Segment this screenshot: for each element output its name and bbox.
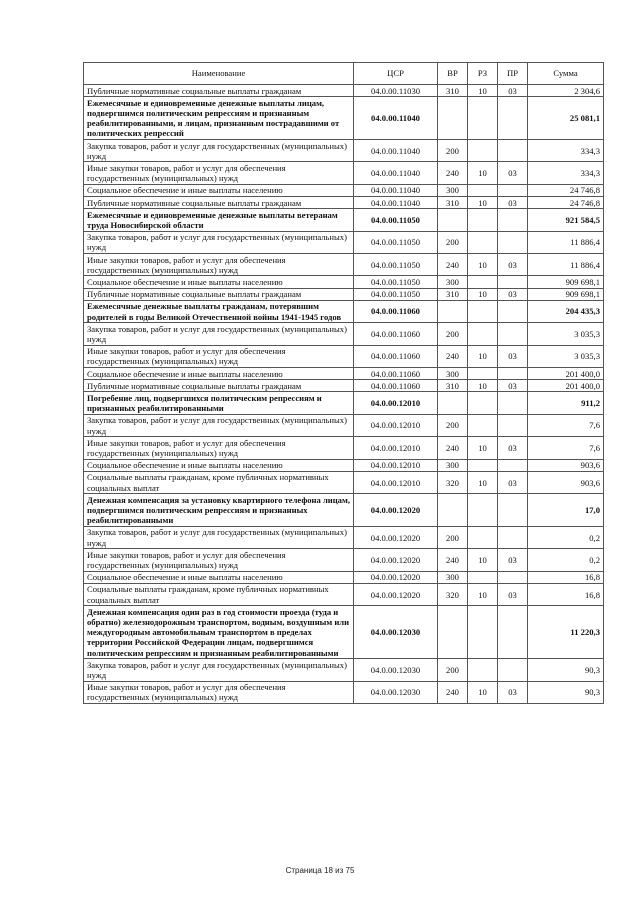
cell-name: Погребение лиц, подвергшихся политическим репрессиям и признанных реабилитированными <box>84 392 354 414</box>
cell-sum: 204 435,3 <box>528 300 604 322</box>
header-sum: Сумма <box>528 63 604 85</box>
cell-sum: 2 304,6 <box>528 85 604 97</box>
cell-vr <box>438 209 468 231</box>
cell-name: Иные закупки товаров, работ и услуг для обеспечения государственных (муниципальных) нужд <box>84 254 354 276</box>
cell-vr: 240 <box>438 437 468 459</box>
cell-pr <box>498 414 528 436</box>
table-row <box>84 231 604 253</box>
cell-csr: 04.0.00.11040 <box>354 184 438 196</box>
cell-sum: 3 035,3 <box>528 323 604 345</box>
cell-pr: 03 <box>498 345 528 367</box>
cell-vr: 200 <box>438 659 468 681</box>
header-pr: ПР <box>498 63 528 85</box>
table-body <box>84 85 604 704</box>
cell-pr <box>498 526 528 548</box>
cell-name: Закупка товаров, работ и услуг для государственных (муниципальных) нужд <box>84 231 354 253</box>
cell-name: Социальные выплаты гражданам, кроме публичных нормативных социальных выплат <box>84 583 354 605</box>
cell-vr: 200 <box>438 414 468 436</box>
table-row <box>84 414 604 436</box>
cell-vr: 300 <box>438 184 468 196</box>
table-row <box>84 437 604 459</box>
cell-rz <box>468 368 498 380</box>
cell-vr: 300 <box>438 459 468 471</box>
cell-vr <box>438 494 468 527</box>
cell-rz: 10 <box>468 471 498 493</box>
cell-vr: 240 <box>438 681 468 703</box>
cell-name: Ежемесячные и единовременные денежные выплаты ветеранам труда Новосибирской области <box>84 209 354 231</box>
cell-csr: 04.0.00.11050 <box>354 288 438 300</box>
cell-rz <box>468 571 498 583</box>
cell-vr: 310 <box>438 197 468 209</box>
table-row <box>84 526 604 548</box>
cell-pr: 03 <box>498 254 528 276</box>
cell-rz: 10 <box>468 345 498 367</box>
table-row <box>84 681 604 703</box>
cell-rz <box>468 323 498 345</box>
cell-vr: 320 <box>438 471 468 493</box>
cell-pr: 03 <box>498 85 528 97</box>
cell-csr: 04.0.00.11060 <box>354 323 438 345</box>
cell-csr: 04.0.00.12010 <box>354 392 438 414</box>
cell-csr: 04.0.00.12030 <box>354 659 438 681</box>
table-row <box>84 583 604 605</box>
cell-pr <box>498 184 528 196</box>
header-name: Наименование <box>84 63 354 85</box>
table-row <box>84 323 604 345</box>
cell-rz: 10 <box>468 583 498 605</box>
cell-pr <box>498 571 528 583</box>
cell-pr <box>498 659 528 681</box>
cell-name: Публичные нормативные социальные выплаты гражданам <box>84 380 354 392</box>
cell-pr: 03 <box>498 681 528 703</box>
cell-csr: 04.0.00.12010 <box>354 471 438 493</box>
cell-name: Закупка товаров, работ и услуг для государственных (муниципальных) нужд <box>84 140 354 162</box>
table-row-section <box>84 494 604 527</box>
cell-pr: 03 <box>498 162 528 184</box>
cell-rz: 10 <box>468 437 498 459</box>
cell-name: Иные закупки товаров, работ и услуг для обеспечения государственных (муниципальных) нужд <box>84 437 354 459</box>
cell-csr: 04.0.00.11050 <box>354 209 438 231</box>
cell-pr <box>498 209 528 231</box>
table-row <box>84 571 604 583</box>
cell-name: Закупка товаров, работ и услуг для государственных (муниципальных) нужд <box>84 659 354 681</box>
cell-sum: 25 081,1 <box>528 97 604 140</box>
cell-name: Социальные выплаты гражданам, кроме публичных нормативных социальных выплат <box>84 471 354 493</box>
header-csr: ЦСР <box>354 63 438 85</box>
cell-vr: 200 <box>438 323 468 345</box>
cell-csr: 04.0.00.12030 <box>354 606 438 659</box>
table-row <box>84 85 604 97</box>
cell-sum: 909 698,1 <box>528 276 604 288</box>
cell-sum: 90,3 <box>528 681 604 703</box>
cell-name: Социальное обеспечение и иные выплаты населению <box>84 276 354 288</box>
cell-sum: 24 746,8 <box>528 184 604 196</box>
table-row-section <box>84 392 604 414</box>
cell-sum: 7,6 <box>528 437 604 459</box>
cell-vr: 310 <box>438 288 468 300</box>
cell-rz <box>468 606 498 659</box>
cell-vr: 200 <box>438 526 468 548</box>
cell-vr: 320 <box>438 583 468 605</box>
cell-csr: 04.0.00.12010 <box>354 414 438 436</box>
cell-name: Социальное обеспечение и иные выплаты населению <box>84 459 354 471</box>
cell-csr: 04.0.00.12010 <box>354 437 438 459</box>
table-row <box>84 368 604 380</box>
cell-pr: 03 <box>498 288 528 300</box>
cell-csr: 04.0.00.11030 <box>354 85 438 97</box>
table-row <box>84 140 604 162</box>
cell-sum: 201 400,0 <box>528 380 604 392</box>
cell-name: Ежемесячные денежные выплаты гражданам, потерявшим родителей в годы Великой Отечественной войны 1941-1945 годов <box>84 300 354 322</box>
cell-name: Ежемесячные и единовременные денежные выплаты лицам, подвергшимся политическим репрессиям и признанным реабилитированными, и лицам, признанным пострадавшими от политических репрессий <box>84 97 354 140</box>
cell-rz: 10 <box>468 380 498 392</box>
cell-sum: 17,0 <box>528 494 604 527</box>
header-vr: ВР <box>438 63 468 85</box>
cell-csr: 04.0.00.11050 <box>354 231 438 253</box>
table-row-section <box>84 209 604 231</box>
cell-name: Закупка товаров, работ и услуг для государственных (муниципальных) нужд <box>84 323 354 345</box>
cell-vr: 300 <box>438 571 468 583</box>
cell-vr: 240 <box>438 254 468 276</box>
cell-name: Денежная компенсация один раз в год стоимости проезда (туда и обратно) железнодорожным транспортом, водным, воздушным или междугородным автомобильным транспортом в пределах территории Российской Федерации лицам, подвергшимся политическим репрессиям и признанным реабилитированными <box>84 606 354 659</box>
cell-sum: 909 698,1 <box>528 288 604 300</box>
cell-sum: 11 886,4 <box>528 254 604 276</box>
cell-vr <box>438 97 468 140</box>
cell-pr <box>498 368 528 380</box>
cell-rz <box>468 526 498 548</box>
cell-sum: 334,3 <box>528 162 604 184</box>
cell-rz <box>468 414 498 436</box>
cell-pr: 03 <box>498 549 528 571</box>
cell-pr <box>498 97 528 140</box>
cell-sum: 11 886,4 <box>528 231 604 253</box>
cell-sum: 911,2 <box>528 392 604 414</box>
cell-name: Иные закупки товаров, работ и услуг для обеспечения государственных (муниципальных) нужд <box>84 162 354 184</box>
cell-name: Социальное обеспечение и иные выплаты населению <box>84 571 354 583</box>
cell-sum: 11 220,3 <box>528 606 604 659</box>
cell-name: Социальное обеспечение и иные выплаты населению <box>84 368 354 380</box>
cell-name: Социальное обеспечение и иные выплаты населению <box>84 184 354 196</box>
cell-rz <box>468 140 498 162</box>
cell-vr: 240 <box>438 345 468 367</box>
cell-pr: 03 <box>498 471 528 493</box>
cell-pr: 03 <box>498 583 528 605</box>
cell-rz: 10 <box>468 254 498 276</box>
table-row <box>84 471 604 493</box>
table-row <box>84 380 604 392</box>
cell-sum: 90,3 <box>528 659 604 681</box>
cell-csr: 04.0.00.11040 <box>354 97 438 140</box>
cell-pr: 03 <box>498 437 528 459</box>
cell-vr: 310 <box>438 380 468 392</box>
cell-rz <box>468 659 498 681</box>
cell-csr: 04.0.00.11040 <box>354 197 438 209</box>
table-row-section <box>84 300 604 322</box>
cell-csr: 04.0.00.11060 <box>354 368 438 380</box>
document-page <box>83 62 603 704</box>
cell-csr: 04.0.00.12020 <box>354 526 438 548</box>
cell-rz <box>468 231 498 253</box>
cell-name: Денежная компенсация за установку квартирного телефона лицам, подвергшимся политическим репрессиям и признанных реабилитированными <box>84 494 354 527</box>
cell-rz <box>468 459 498 471</box>
cell-vr: 300 <box>438 276 468 288</box>
table-row <box>84 276 604 288</box>
cell-vr: 200 <box>438 140 468 162</box>
table-row <box>84 659 604 681</box>
table-header-row <box>84 63 604 85</box>
cell-rz: 10 <box>468 681 498 703</box>
cell-vr <box>438 606 468 659</box>
cell-csr: 04.0.00.12030 <box>354 681 438 703</box>
budget-table <box>83 62 604 704</box>
cell-pr <box>498 392 528 414</box>
cell-csr: 04.0.00.11050 <box>354 276 438 288</box>
cell-sum: 16,8 <box>528 571 604 583</box>
table-row <box>84 254 604 276</box>
cell-vr: 240 <box>438 162 468 184</box>
cell-vr: 240 <box>438 549 468 571</box>
cell-rz: 10 <box>468 162 498 184</box>
cell-rz: 10 <box>468 85 498 97</box>
cell-vr <box>438 300 468 322</box>
cell-sum: 16,8 <box>528 583 604 605</box>
cell-name: Иные закупки товаров, работ и услуг для обеспечения государственных (муниципальных) нужд <box>84 345 354 367</box>
cell-name: Закупка товаров, работ и услуг для государственных (муниципальных) нужд <box>84 526 354 548</box>
cell-sum: 334,3 <box>528 140 604 162</box>
cell-rz: 10 <box>468 549 498 571</box>
cell-csr: 04.0.00.11060 <box>354 380 438 392</box>
cell-pr <box>498 231 528 253</box>
cell-sum: 921 584,5 <box>528 209 604 231</box>
table-row <box>84 184 604 196</box>
cell-sum: 903,6 <box>528 471 604 493</box>
cell-rz: 10 <box>468 197 498 209</box>
cell-sum: 903,6 <box>528 459 604 471</box>
cell-vr <box>438 392 468 414</box>
cell-name: Иные закупки товаров, работ и услуг для обеспечения государственных (муниципальных) нужд <box>84 549 354 571</box>
cell-rz <box>468 97 498 140</box>
cell-vr: 310 <box>438 85 468 97</box>
cell-name: Иные закупки товаров, работ и услуг для обеспечения государственных (муниципальных) нужд <box>84 681 354 703</box>
cell-rz <box>468 276 498 288</box>
cell-rz <box>468 184 498 196</box>
cell-csr: 04.0.00.12010 <box>354 459 438 471</box>
cell-pr <box>498 140 528 162</box>
table-row <box>84 459 604 471</box>
cell-csr: 04.0.00.11060 <box>354 345 438 367</box>
cell-csr: 04.0.00.11040 <box>354 162 438 184</box>
cell-sum: 24 746,8 <box>528 197 604 209</box>
cell-csr: 04.0.00.12020 <box>354 571 438 583</box>
cell-csr: 04.0.00.12020 <box>354 583 438 605</box>
cell-rz <box>468 209 498 231</box>
cell-pr: 03 <box>498 380 528 392</box>
cell-pr: 03 <box>498 197 528 209</box>
table-row <box>84 288 604 300</box>
cell-sum: 0,2 <box>528 549 604 571</box>
cell-csr: 04.0.00.11050 <box>354 254 438 276</box>
cell-rz <box>468 300 498 322</box>
cell-pr <box>498 276 528 288</box>
cell-name: Публичные нормативные социальные выплаты гражданам <box>84 288 354 300</box>
cell-csr: 04.0.00.11040 <box>354 140 438 162</box>
cell-csr: 04.0.00.11060 <box>354 300 438 322</box>
cell-pr <box>498 300 528 322</box>
table-row <box>84 197 604 209</box>
header-rz: РЗ <box>468 63 498 85</box>
cell-pr <box>498 606 528 659</box>
table-row <box>84 549 604 571</box>
table-row-section <box>84 97 604 140</box>
cell-pr <box>498 459 528 471</box>
cell-name: Закупка товаров, работ и услуг для государственных (муниципальных) нужд <box>84 414 354 436</box>
cell-name: Публичные нормативные социальные выплаты гражданам <box>84 197 354 209</box>
table-row-section <box>84 606 604 659</box>
cell-csr: 04.0.00.12020 <box>354 549 438 571</box>
cell-sum: 201 400,0 <box>528 368 604 380</box>
cell-pr <box>498 323 528 345</box>
cell-sum: 3 035,3 <box>528 345 604 367</box>
page-number: Страница 18 из 75 <box>285 866 355 875</box>
cell-sum: 7,6 <box>528 414 604 436</box>
cell-rz <box>468 494 498 527</box>
cell-rz: 10 <box>468 288 498 300</box>
cell-csr: 04.0.00.12020 <box>354 494 438 527</box>
cell-vr: 200 <box>438 231 468 253</box>
cell-sum: 0,2 <box>528 526 604 548</box>
cell-rz <box>468 392 498 414</box>
table-row <box>84 345 604 367</box>
table-row <box>84 162 604 184</box>
cell-pr <box>498 494 528 527</box>
cell-vr: 300 <box>438 368 468 380</box>
cell-name: Публичные нормативные социальные выплаты гражданам <box>84 85 354 97</box>
